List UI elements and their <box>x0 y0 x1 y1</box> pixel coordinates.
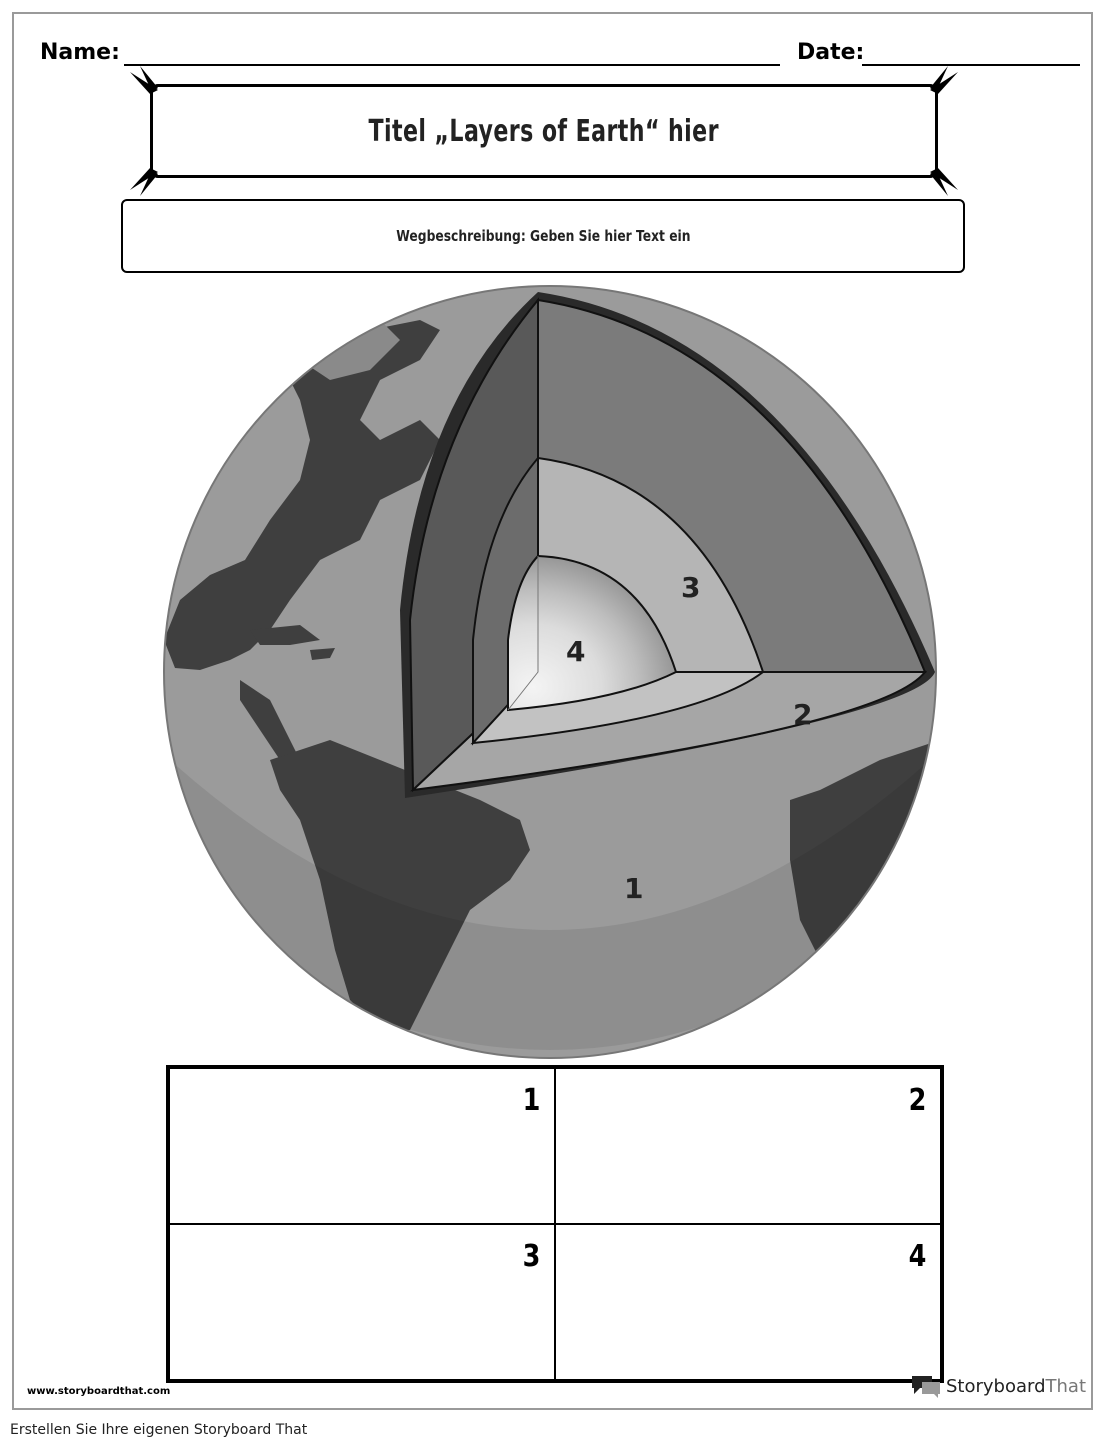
answer-box-2[interactable] <box>555 1068 941 1224</box>
layer-label-2: 2 <box>793 698 813 731</box>
answer-box-number: 2 <box>908 1083 927 1118</box>
answer-box-4[interactable] <box>555 1224 941 1380</box>
directions-text: Wegbeschreibung: Geben Sie hier Text ein <box>395 227 691 245</box>
answer-box-1[interactable] <box>169 1068 555 1224</box>
answer-box-3[interactable] <box>169 1224 555 1380</box>
layer-label-1: 1 <box>624 872 644 905</box>
brand-name-part1: Storyboard <box>946 1375 1046 1397</box>
answer-grid <box>166 1065 944 1383</box>
brand-name-part2: That <box>1045 1375 1087 1397</box>
name-label: Name: <box>40 40 120 65</box>
worksheet-title: Titel „Layers of Earth“ hier <box>368 113 720 149</box>
watermark-url: www.storyboardthat.com <box>27 1386 171 1397</box>
answer-box-number: 1 <box>522 1083 541 1118</box>
earth-layers-diagram <box>150 283 950 1063</box>
storyboardthat-logo <box>910 1374 1086 1398</box>
directions-box[interactable] <box>121 199 965 273</box>
date-label: Date: <box>797 40 865 65</box>
answer-box-number: 3 <box>522 1239 541 1274</box>
answer-box-number: 4 <box>908 1239 927 1274</box>
layer-label-3: 3 <box>681 571 701 604</box>
title-box[interactable] <box>150 84 938 178</box>
brand-name <box>946 1376 1086 1397</box>
speech-bubble-icon <box>910 1374 942 1398</box>
layer-label-4: 4 <box>566 635 586 668</box>
footer-link[interactable]: Erstellen Sie Ihre eigenen Storyboard That <box>10 1422 308 1438</box>
